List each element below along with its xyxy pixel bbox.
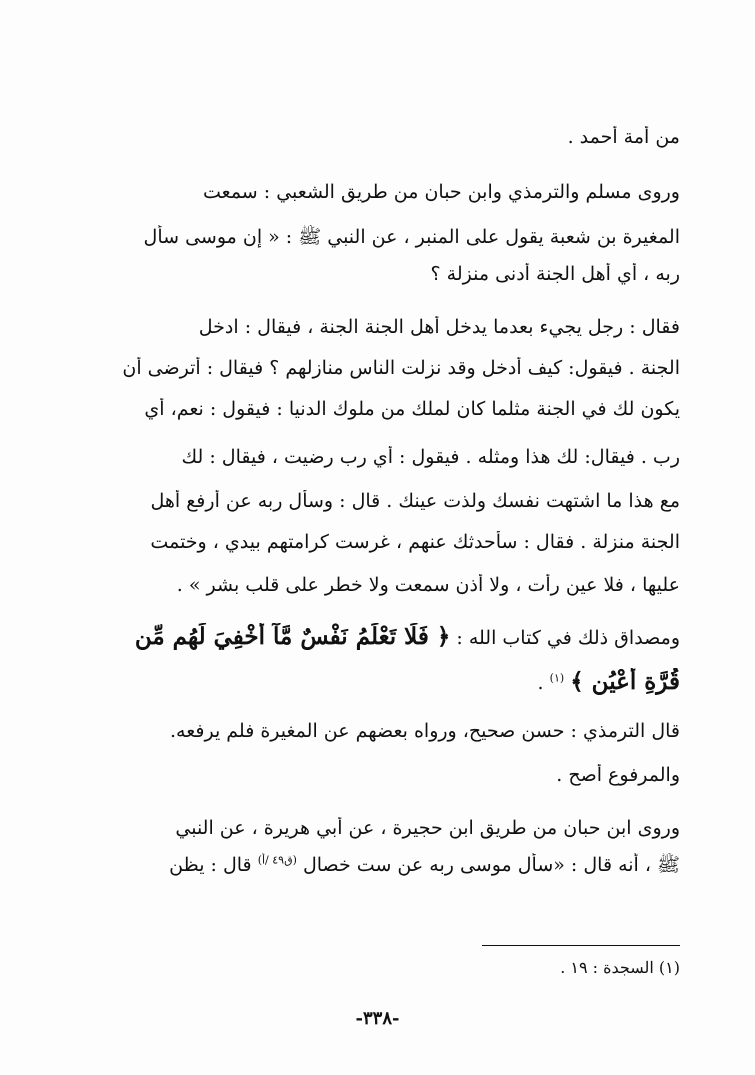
quran-intro: ومصداق ذلك في كتاب الله :	[456, 627, 680, 649]
text-line-12	[78, 623, 680, 650]
text-line-3: المغيرة بن شعبة يقول على المنبر ، عن النبي ﷺ : « إن موسى سأل	[143, 226, 680, 248]
quran-verse-part2: قُرَّةِ أَعْيُنٍ ﴾	[570, 668, 680, 695]
manuscript-marker: (ق٤٩ /أ)	[257, 853, 297, 867]
text-line-5: فقال : رجل يجيء بعدما يدخل أهل الجنة الجنة ، فيقال : ادخل	[198, 316, 680, 338]
footnote-divider	[482, 945, 680, 946]
quran-verse-part1: ﴿ فَلَا تَعْلَمُ نَفْسٌ مَّآ أُخْفِيَ لَهُم مِّن	[134, 623, 451, 650]
text-line-9: مع هذا ما اشتهت نفسك ولذت عينك . قال : وسأل ربه عن أرفع أهل	[150, 490, 680, 512]
footnote-marker: (١)	[549, 671, 565, 685]
text-line-2: وروى مسلم والترمذي وابن حبان من طريق الشعبي : سمعت	[203, 181, 680, 203]
text-line-7: يكون لك في الجنة مثلما كان لملك من ملوك الدنيا : فيقول : نعم، أي	[144, 398, 680, 420]
text-line-17	[78, 853, 680, 881]
hadith-continuation: قال : يظن	[169, 854, 252, 876]
text-line-8: رب . فيقال: لك هذا ومثله . فيقول : أي رب رضيت ، فيقال : لك	[181, 446, 680, 468]
text-line-13	[78, 668, 680, 695]
footnote: (١) السجدة : ١٩ .	[560, 958, 680, 977]
text-line-6: الجنة . فيقول: كيف أدخل وقد نزلت الناس منازلهم ؟ فيقال : أترضى أن	[122, 357, 680, 379]
text-line-4: ربه ، أي أهل الجنة أدنى منزلة ؟	[430, 263, 680, 285]
text-line-1: من أمة أحمد .	[567, 126, 680, 148]
verse-end-dot: .	[537, 672, 544, 694]
text-line-16: وروى ابن حبان من طريق ابن حجيرة ، عن أبي هريرة ، عن النبي	[175, 817, 680, 839]
text-line-11: عليها ، فلا عين رأت ، ولا أذن سمعت ولا خطر على قلب بشر » .	[176, 574, 680, 596]
page-number: -٣٣٨-	[355, 1008, 400, 1029]
text-line-14: قال الترمذي : حسن صحيح، ورواه بعضهم عن المغيرة فلم يرفعه.	[169, 720, 680, 742]
hadith-text: ﷺ ، أنه قال : «سأل موسى ربه عن ست خصال	[302, 854, 680, 876]
text-line-10: الجنة منزلة . فقال : سأحدثك عنهم ، غرست كرامتهم بيدي ، وختمت	[150, 531, 680, 553]
text-line-15: والمرفوع أصح .	[556, 764, 680, 786]
